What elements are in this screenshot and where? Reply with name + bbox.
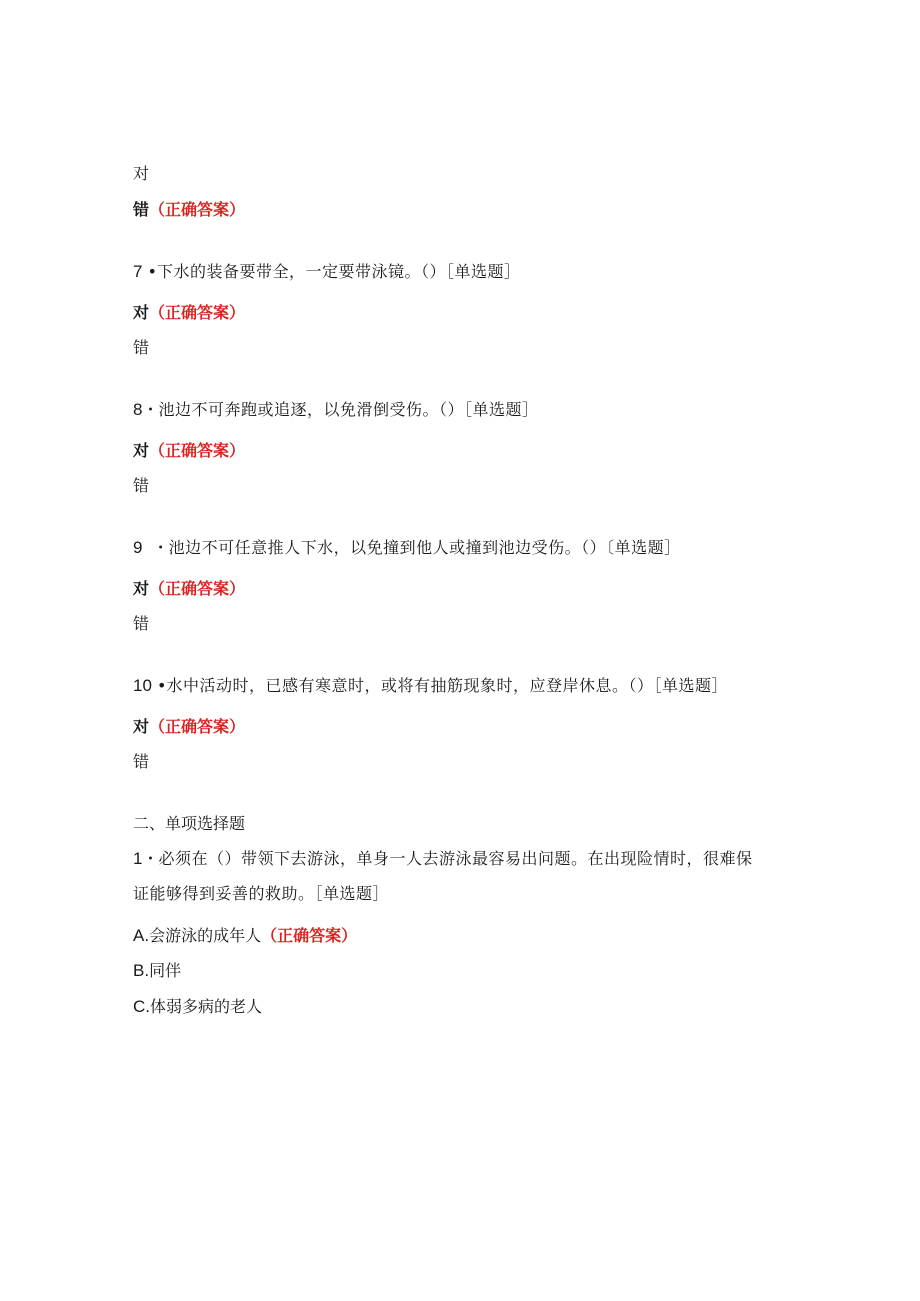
correct-answer-tag: （正确答案）	[149, 200, 246, 219]
option-label: 对	[133, 717, 150, 736]
question-10	[133, 676, 728, 696]
question-8	[133, 400, 539, 420]
option-a	[133, 926, 357, 946]
question-separator: ・	[142, 538, 169, 557]
question-text-line1: 必须在（）带领下去游泳，单身一人去游泳最容易出问题。在出现险情时，很难保	[158, 849, 753, 868]
question-separator: ・	[142, 400, 159, 419]
option-label: 错	[133, 614, 150, 633]
q9-option-right	[133, 579, 245, 599]
question-number: 9	[133, 538, 143, 557]
correct-answer-tag: （正确答案）	[149, 717, 246, 736]
option-c	[133, 997, 262, 1017]
option-b	[133, 961, 181, 981]
question-text-line2: 证能够得到妥善的救助。［单选题］	[133, 884, 390, 903]
option-label: 对	[133, 164, 150, 183]
q7-option-right	[133, 303, 245, 323]
option-label: 对	[133, 303, 150, 322]
q8-option-wrong	[133, 476, 149, 496]
question-number: 7	[133, 262, 143, 281]
question-separator: •	[142, 262, 157, 281]
option-label: 错	[133, 338, 150, 357]
section2-question-1-cont	[133, 884, 389, 904]
question-separator: ・	[142, 849, 159, 868]
q10-option-right	[133, 717, 245, 737]
q8-option-right	[133, 441, 245, 461]
option-label: 错	[133, 476, 150, 495]
question-number: 10	[133, 676, 152, 695]
section2-question-1	[133, 849, 753, 869]
q10-option-wrong	[133, 752, 149, 772]
option-letter: A.	[133, 926, 150, 945]
option-text: 同伴	[149, 961, 182, 980]
question-separator: •	[151, 676, 167, 695]
option-letter: C.	[133, 997, 150, 1016]
option-text: 会游泳的成年人	[149, 926, 262, 945]
option-label: 对	[133, 441, 150, 460]
q6-option-wrong	[133, 200, 245, 220]
option-text: 体弱多病的老人	[150, 997, 263, 1016]
question-7	[133, 262, 521, 282]
option-label: 对	[133, 579, 150, 598]
q6-option-right	[133, 164, 149, 184]
correct-answer-tag: （正确答案）	[149, 303, 246, 322]
option-label: 错	[133, 200, 150, 219]
question-text: 水中活动时，已感有寒意时，或将有抽筋现象时，应登岸休息。（）［单选题］	[166, 676, 728, 695]
question-number: 8	[133, 400, 143, 419]
question-text: 下水的装备要带全，一定要带泳镜。（）［单选题］	[157, 262, 521, 281]
q9-option-wrong	[133, 614, 149, 634]
question-text: 池边不可奔跑或追逐，以免滑倒受伤。（）［单选题］	[158, 400, 539, 419]
correct-answer-tag: （正确答案）	[261, 926, 358, 945]
question-number: 1	[133, 849, 143, 868]
correct-answer-tag: （正确答案）	[149, 579, 246, 598]
question-9	[133, 538, 681, 558]
q7-option-wrong	[133, 338, 149, 358]
correct-answer-tag: （正确答案）	[149, 441, 246, 460]
question-text: 池边不可任意推人下水，以免撞到他人或撞到池边受伤。（）〔单选题］	[168, 538, 681, 557]
option-letter: B.	[133, 961, 150, 980]
option-label: 错	[133, 752, 150, 771]
section-heading	[133, 814, 245, 834]
section-heading-text: 二、单项选择题	[133, 814, 246, 833]
